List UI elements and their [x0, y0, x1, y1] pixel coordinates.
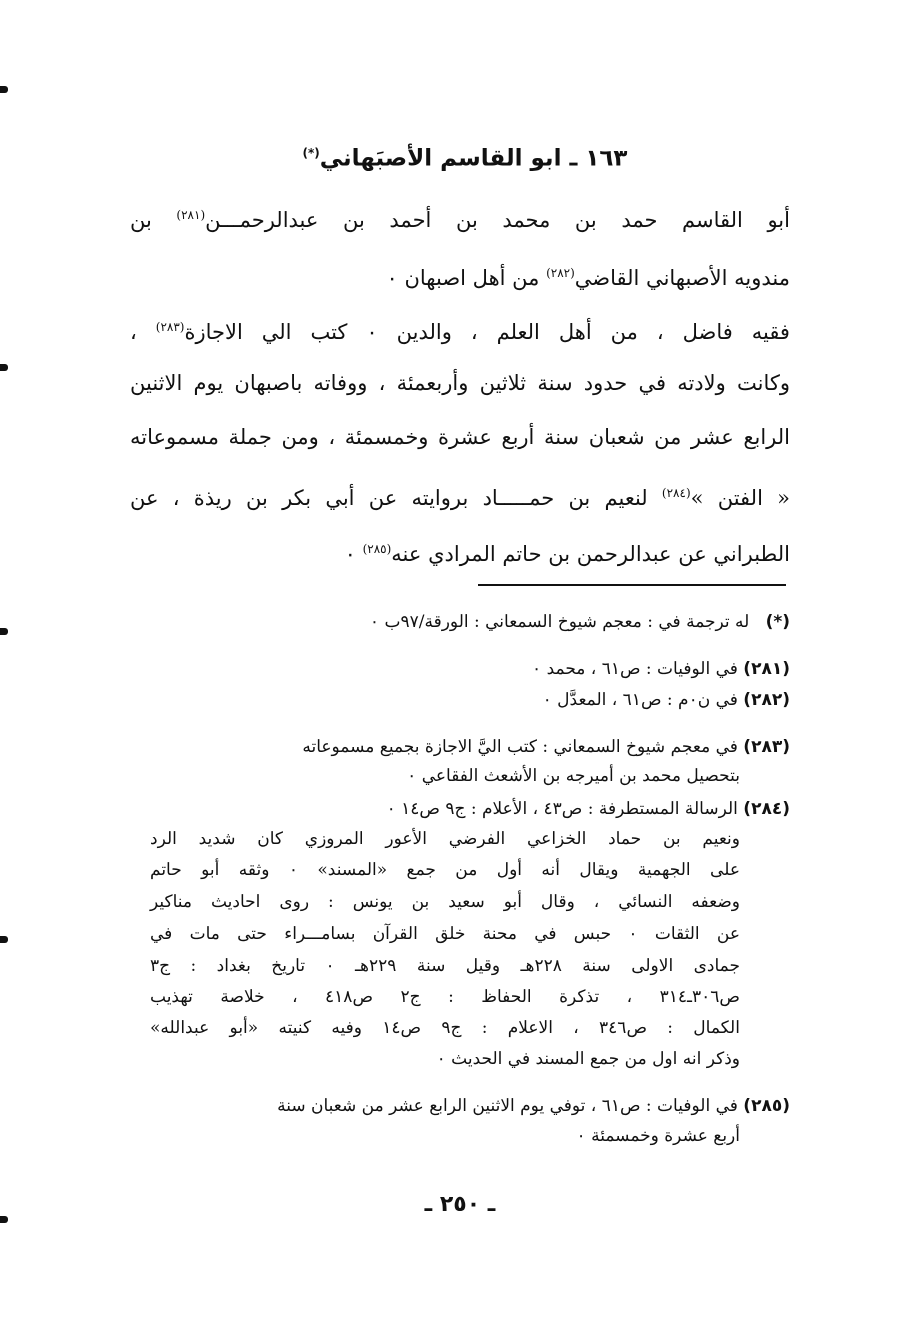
footnote-283-continuation: بتحصيل محمد بن أميرجه بن الأشعث الفقاعي ٠: [407, 766, 740, 786]
footnote-separator: [478, 584, 786, 586]
scan-margin-mark: [0, 936, 8, 943]
body-line: الرابع عشر من شعبان سنة أربع عشرة وخمسمئة ، ومن جملة مسموعاته: [130, 425, 790, 449]
footnote-ref: (٢٨٣): [155, 320, 185, 334]
scan-margin-mark: [0, 1216, 8, 1223]
footnote-ref: (٢٨١): [176, 208, 206, 222]
entry-heading: [300, 133, 630, 179]
footnote-284-continuation: وذكر انه اول من جمع المسند في الحديث ٠: [436, 1049, 740, 1069]
scan-margin-mark: [0, 628, 8, 635]
body-line: وكانت ولادته في حدود سنة ثلاثين وأربعمئة ، ووفاته باصبهان يوم الاثنين: [130, 371, 790, 395]
footnote-281: (٢٨١) في الوفيات : ص٦١ ، محمد ٠: [532, 659, 790, 679]
footnote-284-continuation: عن الثقات ٠ حبس في محنة خلق القرآن بسامـــراء حتى مات في: [150, 924, 740, 944]
footnote-285-continuation: أربع عشرة وخمسمئة ٠: [576, 1126, 740, 1146]
page-number: ـ ٢٥٠ ـ: [424, 1192, 496, 1217]
scan-margin-mark: [0, 364, 8, 371]
footnote-284-continuation: على الجهمية ويقال أنه أول من جمع «المسند» ٠ وثقه أبو حاتم: [150, 860, 740, 880]
footnote-284-continuation: جمادى الاولى سنة ٢٢٨هـ وقيل سنة ٢٢٩هـ ٠ تاريخ بغداد : ج٣: [150, 956, 740, 976]
body-line: « الفتن »$^{(٢٨٤)}$ لنعيم بن حمـــــاد بروايته عن أبي بكر بن ريذة ، عن: [130, 486, 790, 510]
heading-text: ١٦٣ ـ ابو القاسم الأصبَهاني: [319, 145, 628, 172]
body-line: فقيه فاضل ، من أهل العلم ، والدين ٠ كتب الي الاجازة$^{(٢٨٣)}$ ،: [130, 320, 790, 344]
footnote-284-continuation: ونعيم بن حماد الخزاعي الفرضي الأعور المروزي كان شديد الرد: [150, 829, 740, 849]
footnote-285: (٢٨٥) في الوفيات : ص٦١ ، توفي يوم الاثنين الرابع عشر من شعبان سنة: [277, 1096, 790, 1116]
body-line: أبو القاسم حمد بن محمد بن أحمد بن عبدالرحمـــن$^{(٢٨١)}$ بن: [130, 208, 790, 232]
footnote-ref: (٢٨٤): [661, 486, 691, 500]
body-line: الطبراني عن عبدالرحمن بن حاتم المرادي عنه$^{(٢٨٥)}$ ٠: [344, 542, 790, 566]
footnote-284-continuation: وضعفه النسائي ، وقال أبو سعيد بن يونس : روى احاديث مناكير: [150, 892, 740, 912]
footnote-ref: (٢٨٢): [546, 266, 575, 280]
body-line: مندويه الأصبهاني القاضي$^{(٢٨٢)}$ من أهل اصبهان ٠: [386, 266, 790, 290]
footnote-284-continuation: ص٣٠٦ـ٣١٤ ، تذكرة الحفاظ : ج٢ ص٤١٨ ، خلاصة تهذيب: [150, 987, 740, 1007]
scan-margin-mark: [0, 86, 8, 93]
footnote-284-continuation: الكمال : ص٣٤٦ ، الاعلام : ج٩ ص١٤ وفيه كنيته «أبو عبدالله»: [150, 1018, 740, 1038]
footnote-282: (٢٨٢) في ن٠م : ص٦١ ، المعدَّل ٠: [542, 690, 790, 710]
footnote-star: (*) له ترجمة في : معجم شيوخ السمعاني : الورقة/٩٧ب ٠: [369, 612, 790, 632]
footnote-284: (٢٨٤) الرسالة المستطرفة : ص٤٣ ، الأعلام : ج٩ ص١٤ ٠: [386, 799, 790, 819]
footnote-ref: (٢٨٥): [362, 542, 392, 556]
footnote-283: (٢٨٣) في معجم شيوخ السمعاني : كتب اليَّ الاجازة بجميع مسموعاته: [302, 737, 790, 757]
heading-footnote-marker: (*): [302, 146, 320, 160]
